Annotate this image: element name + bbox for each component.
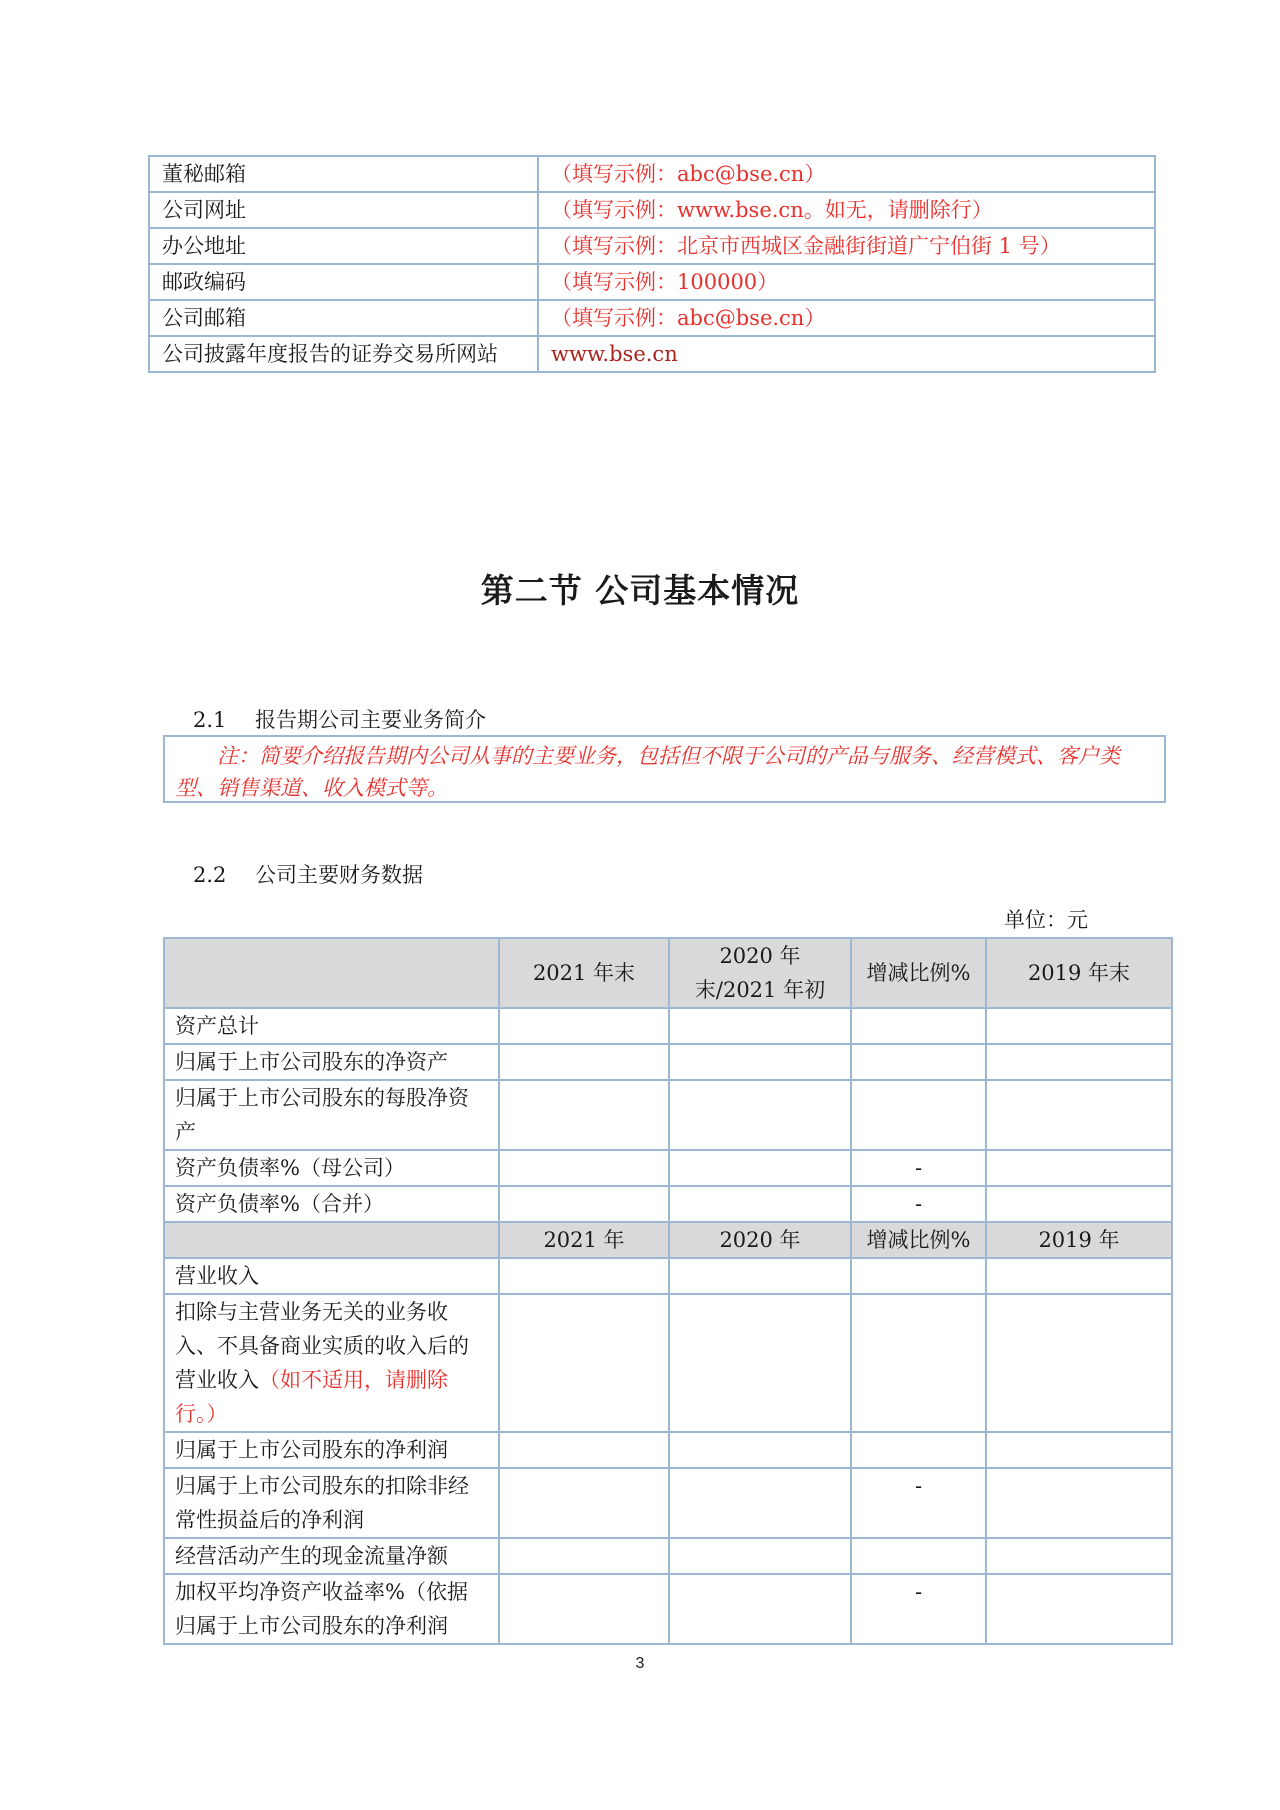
column-header: 2020 年末/2021 年初: [669, 938, 851, 1008]
row-label: [164, 1258, 499, 1294]
table-row: [164, 1468, 1172, 1538]
table-row: [164, 1432, 1172, 1468]
column-header: 2021 年末: [499, 938, 669, 1008]
header-cell-blank: [164, 1222, 499, 1258]
row-label-text: 扣除与主营业务无关的业务收入、不具备商业实质的收入后的营业收入: [175, 1300, 469, 1392]
row-value-hint: （填写示例：北京市西城区金融街街道广宁伯街 1 号）: [538, 228, 1155, 264]
column-header: 2019 年: [986, 1222, 1172, 1258]
value-cell: [499, 1432, 669, 1468]
column-header: 增减比例%: [851, 1222, 986, 1258]
table-row: [164, 1258, 1172, 1294]
subsection-2-2-heading: [193, 860, 423, 890]
value-cell: [986, 1468, 1172, 1538]
value-cell: [986, 1186, 1172, 1222]
row-label-note: （如不适用，请删除行。）: [175, 1368, 448, 1426]
value-cell: [669, 1294, 851, 1432]
row-label-text: 归属于上市公司股东的净利润: [175, 1438, 448, 1462]
row-label: 公司网址: [149, 192, 538, 228]
change-cell: -: [851, 1468, 986, 1538]
row-label: [164, 1008, 499, 1044]
row-label-text: 归属于上市公司股东的净资产: [175, 1050, 448, 1074]
table-header-row: [164, 1222, 1172, 1258]
section-title: 第二节 公司基本情况: [480, 571, 800, 610]
value-cell: [669, 1044, 851, 1080]
value-cell: [669, 1432, 851, 1468]
row-label: [164, 1080, 499, 1150]
value-cell: [986, 1150, 1172, 1186]
contact-row: [149, 192, 1155, 228]
value-cell: [669, 1186, 851, 1222]
contact-info-table: [148, 155, 1156, 373]
row-label-text: 资产负债率%（母公司）: [175, 1156, 405, 1180]
subsection-title: 报告期公司主要业务简介: [255, 708, 486, 732]
value-cell: [499, 1294, 669, 1432]
value-cell: [669, 1080, 851, 1150]
row-label-text: 营业收入: [175, 1264, 259, 1288]
change-cell: -: [851, 1574, 986, 1644]
subsection-number: 2.1: [193, 708, 227, 732]
subsection-2-1-heading: [193, 705, 486, 735]
change-cell: [851, 1294, 986, 1432]
column-header: 增减比例%: [851, 938, 986, 1008]
value-cell: [669, 1150, 851, 1186]
page-number: 3: [635, 1655, 645, 1672]
contact-row: [149, 228, 1155, 264]
row-label: [164, 1044, 499, 1080]
row-label-text: 归属于上市公司股东的扣除非经常性损益后的净利润: [175, 1474, 469, 1532]
value-cell: [499, 1150, 669, 1186]
table-row: [164, 1008, 1172, 1044]
value-cell: [986, 1432, 1172, 1468]
value-cell: [669, 1258, 851, 1294]
table-row: [164, 1186, 1172, 1222]
exchange-website-link[interactable]: www.bse.cn: [538, 336, 1155, 372]
value-cell: [499, 1008, 669, 1044]
change-cell: [851, 1008, 986, 1044]
value-cell: [499, 1186, 669, 1222]
change-cell: [851, 1432, 986, 1468]
change-cell: [851, 1538, 986, 1574]
row-label-text: 资产负债率%（合并）: [175, 1192, 384, 1216]
value-cell: [986, 1258, 1172, 1294]
value-cell: [986, 1044, 1172, 1080]
table-row: [164, 1294, 1172, 1432]
column-header: 2019 年末: [986, 938, 1172, 1008]
table-row: [164, 1574, 1172, 1644]
row-label: 邮政编码: [149, 264, 538, 300]
business-summary-note: 注：简要介绍报告期内公司从事的主要业务，包括但不限于公司的产品与服务、经营模式、客户类型、销售渠道、收入模式等。: [163, 735, 1166, 803]
contact-row: [149, 156, 1155, 192]
contact-row: [149, 300, 1155, 336]
contact-row: [149, 336, 1155, 372]
row-label: 公司邮箱: [149, 300, 538, 336]
row-value-hint: （填写示例：www.bse.cn。如无，请删除行）: [538, 192, 1155, 228]
value-cell: [499, 1574, 669, 1644]
value-cell: [499, 1044, 669, 1080]
row-label: [164, 1186, 499, 1222]
contact-row: [149, 264, 1155, 300]
row-value-hint: （填写示例：abc@bse.cn）: [538, 300, 1155, 336]
row-label: [164, 1468, 499, 1538]
row-label: 办公地址: [149, 228, 538, 264]
value-cell: [986, 1574, 1172, 1644]
subsection-title: 公司主要财务数据: [255, 863, 423, 887]
value-cell: [499, 1258, 669, 1294]
financial-data-table: [163, 937, 1173, 1645]
row-value-hint: （填写示例：100000）: [538, 264, 1155, 300]
value-cell: [669, 1468, 851, 1538]
row-label: [164, 1574, 499, 1644]
row-label: 公司披露年度报告的证券交易所网站: [149, 336, 538, 372]
value-cell: [499, 1080, 669, 1150]
table-row: [164, 1044, 1172, 1080]
change-cell: [851, 1080, 986, 1150]
value-cell: [669, 1008, 851, 1044]
change-cell: -: [851, 1150, 986, 1186]
value-cell: [669, 1538, 851, 1574]
change-cell: [851, 1258, 986, 1294]
row-label: [164, 1432, 499, 1468]
table-row: [164, 1150, 1172, 1186]
table-header-row: [164, 938, 1172, 1008]
column-header: 2021 年: [499, 1222, 669, 1258]
change-cell: [851, 1044, 986, 1080]
row-label-text: 加权平均净资产收益率%（依据归属于上市公司股东的净利润: [175, 1580, 468, 1638]
table-row: [164, 1080, 1172, 1150]
value-cell: [986, 1294, 1172, 1432]
row-label: 董秘邮箱: [149, 156, 538, 192]
row-label-text: 归属于上市公司股东的每股净资产: [175, 1086, 469, 1144]
value-cell: [499, 1468, 669, 1538]
value-cell: [986, 1008, 1172, 1044]
value-cell: [669, 1574, 851, 1644]
row-label: [164, 1538, 499, 1574]
row-label-text: 资产总计: [175, 1014, 259, 1038]
value-cell: [986, 1538, 1172, 1574]
column-header: 2020 年: [669, 1222, 851, 1258]
row-value-hint: （填写示例：abc@bse.cn）: [538, 156, 1155, 192]
subsection-number: 2.2: [193, 863, 227, 887]
unit-label: 单位：元: [1004, 908, 1088, 932]
row-label: [164, 1150, 499, 1186]
header-cell-blank: [164, 938, 499, 1008]
value-cell: [499, 1538, 669, 1574]
change-cell: -: [851, 1186, 986, 1222]
table-row: [164, 1538, 1172, 1574]
value-cell: [986, 1080, 1172, 1150]
row-label-text: 经营活动产生的现金流量净额: [175, 1544, 448, 1568]
row-label: [164, 1294, 499, 1432]
